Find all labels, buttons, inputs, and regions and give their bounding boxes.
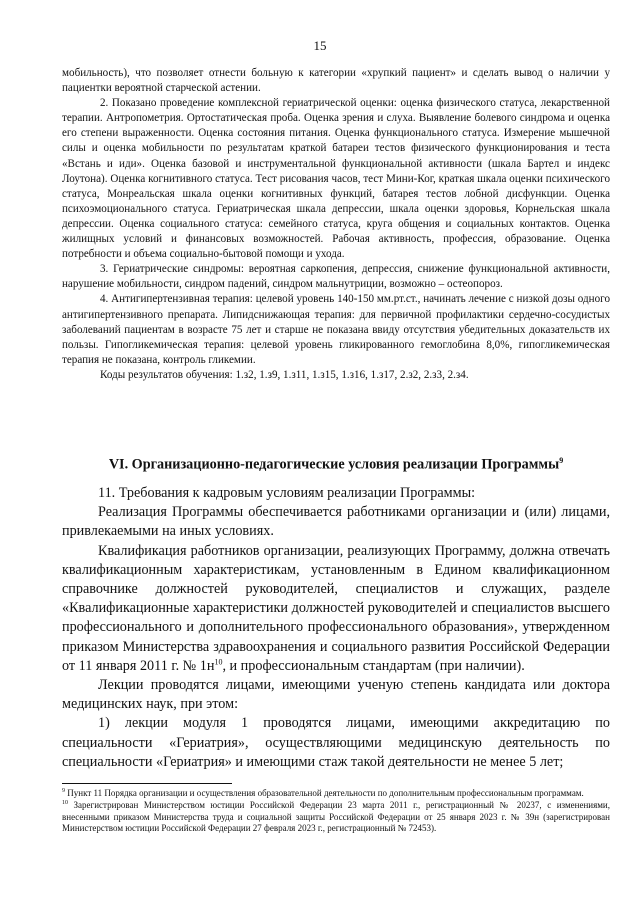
staffing-conditions-block xyxy=(62,484,610,772)
learning-codes-line: Коды результатов обучения: 1.з2, 1.з9, 1.з11, 1.з15, 1.з16, 1.з17, 2.з2, 2.з3, 2.з4. xyxy=(100,368,469,381)
case-answer-block xyxy=(62,66,610,383)
footnotes xyxy=(62,788,610,836)
section-heading xyxy=(62,456,610,474)
paragraph-item-4: 4. Антигипертензивная терапия: целевой уровень 140-150 мм.рт.ст., начинать лечение с низкой дозы одного антигипертензивного препарата. Липидснижающая терапия: для первичной профилактики сердечно-сосудистых заболеваний пациентам в возрасте 75 лет и старше не показана ввиду отсутствия убедительных доказательств их пользы. Гипогликемическая терапия: целевой уровень гликированного гемоглобина 8,0%, гипогликемическая терапия не показана, контроль гликемии. xyxy=(62,293,610,366)
requirements-title: 11. Требования к кадровым условиям реализации Программы: xyxy=(98,485,476,501)
paragraph-item-2: 2. Показано проведение комплексной гериатрической оценки: оценка физического статуса, лекарственной терапии. Антропометрия. Ортостатическая проба. Оценка зрения и слуха. Выявление болевого синдрома и оценка его степени выраженности. Оценка состояния питания. Оценка функционального статуса. Измерение мышечной силы и оценка мобильности по результатам краткой батареи тестов физического функционирования и теста «Встань и иди». Оценка базовой и инструментальной функциональной активности (шкала Бартел и индекс Лоутона). Оценка когнитивного статуса. Тест рисования часов, тест Мини-Ког, краткая шкала оценки психического статуса, Монреальская шкала оценки когнитивных функций, батарея тестов лобной дисфункции. Оценка психоэмоционального статуса. Гериатрическая шкала депрессии, шкала оценки здоровья, Корнельская шкала депрессии. Оценка социального статуса: семейного статуса, круга общения и социальных контактов. Оценка жилищных условий и финансовых возможностей. Рабочая активность, профессия, образование. Оценка потребности и объема социально-бытовой помощи и ухода. xyxy=(62,97,610,261)
paragraph-qualification xyxy=(62,542,610,676)
footnote-separator xyxy=(62,783,232,784)
paragraph-module-1: 1) лекции модуля 1 проводятся лицами, имеющими аккредитацию по специальности «Гериатрия», осуществляющими медицинскую деятельность по специальности «Гериатрия» и имеющими стаж такой деятельности не менее 5 лет; xyxy=(62,715,610,770)
paragraph-item-3: 3. Гериатрические синдромы: вероятная саркопения, депрессия, снижение функциональной активности, нарушение мобильности, синдром падений, синдром мальнутриции, возможно – остеопороз. xyxy=(62,263,610,291)
footnote-9-ref: 9 xyxy=(62,788,65,794)
page-number: 15 xyxy=(313,38,327,53)
paragraph-lectures: Лекции проводятся лицами, имеющими ученую степень кандидата или доктора медицинских наук, при этом: xyxy=(62,677,610,713)
footnote-10-ref: 10 xyxy=(62,800,68,807)
paragraph-continuation: мобильность), что позволяет отнести больную к категории «хрупкий пациент» и сделать вывод о наличии у пациентки вероятной старческой астении. xyxy=(62,67,610,95)
footnote-ref-9: 9 xyxy=(559,456,564,465)
qualification-text: Квалификация работников организации, реализующих Программу, должна отвечать квалификационным характеристикам, установленным в Едином квалификационном справочнике должностей руководителей, специалистов и служащих, разделе «Квалификационные характеристики должностей руководителей и специалистов высшего профессионального и дополнительного профессионального образования», утвержденном приказом Министерства здравоохранения и социального развития Российской Федерации от 11 января 2011 г. № 1н xyxy=(62,542,610,674)
footnote-9 xyxy=(62,788,610,799)
footnote-ref-10: 10 xyxy=(214,657,223,667)
footnote-10-text: Зарегистрирован Министерством юстиции Российской Федерации 23 марта 2011 г., регистрационный № 20237, с изменениями, внесенными приказом Министерства труда и социальной защиты Российской Федерации от 25 января 2023 г. № 39н (зарегистрирован Министерством юстиции Российской Федерации 27 февраля 2023 г., регистрационный № 72453). xyxy=(62,800,611,834)
qualification-text-end: , и профессиональным стандартам (при наличии). xyxy=(222,657,525,674)
paragraph-implementation: Реализация Программы обеспечивается работниками организации и (или) лицами, привлекаемыми на иных условиях. xyxy=(62,504,610,540)
footnote-9-text: Пункт 11 Порядка организации и осуществления образовательной деятельности по дополнительным профессиональным программам. xyxy=(67,788,584,798)
section-heading-text: VI. Организационно-педагогические условия реализации Программы xyxy=(108,456,560,473)
footnote-10 xyxy=(62,800,610,834)
